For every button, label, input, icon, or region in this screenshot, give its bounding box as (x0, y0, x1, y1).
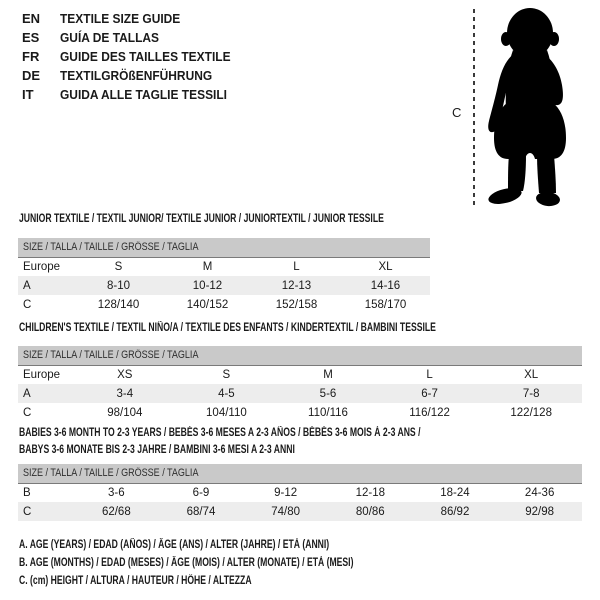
table-cell: XL (524, 368, 539, 381)
table-row (18, 257, 430, 276)
size-header-row (18, 464, 582, 483)
table-cell: 80/86 (355, 505, 385, 518)
row-label-cell: C (23, 406, 32, 419)
size-header-bar: SIZE / TALLA / TAILLE / GRÖSSE / TAGLIA (18, 238, 430, 257)
language-code: DE (22, 68, 41, 83)
table-row (18, 276, 430, 295)
babies-size-table (18, 464, 582, 521)
size-header-bar: SIZE / TALLA / TAILLE / GRÖSSE / TAGLIA (18, 346, 582, 365)
language-row-fr (22, 47, 245, 66)
table-cell: 122/128 (510, 406, 552, 419)
table-cell: 14-16 (370, 279, 401, 292)
row-label-cell: C (23, 505, 32, 518)
table-row (18, 365, 582, 384)
height-measure-label: C (452, 105, 462, 120)
table-row (18, 384, 582, 403)
table-cell: 10-12 (192, 279, 223, 292)
children-size-table (18, 346, 582, 422)
row-label-cell: A (23, 279, 31, 292)
table-cell: 86/92 (440, 505, 470, 518)
table-cell: 8-10 (106, 279, 131, 292)
language-code: IT (22, 87, 34, 102)
table-cell: 7-8 (522, 387, 540, 400)
language-label: GUIDE DES TAILLES TEXTILE (60, 49, 231, 64)
language-row-en (22, 9, 245, 28)
table-cell: 104/110 (206, 406, 247, 419)
table-cell: 98/104 (107, 406, 143, 419)
babies-table-title: BABIES 3-6 MONTH TO 2-3 YEARS / BEBÉS 3-6 MESES A 2-3 AÑOS / BÉBÉS 3-6 MOIS À 2-3 ANS / BABYS 3-6 MONATE BIS 2-3 JAHRE / BAMBINI 3-6 MESI A 2-3 ANNI (19, 427, 421, 456)
language-row-es (22, 28, 245, 47)
table-cell: M (323, 368, 333, 381)
table-cell: 110/116 (308, 406, 348, 419)
language-label: TEXTILE SIZE GUIDE (60, 11, 181, 26)
table-cell: 152/158 (275, 298, 318, 311)
table-cell: S (114, 260, 123, 273)
table-cell: 62/68 (101, 505, 131, 518)
table-cell: 158/170 (364, 298, 407, 311)
footnote-b: B. AGE (MONTHS) / EDAD (MESES) / ÂGE (MOIS) / ALTER (MONATE) / ETÀ (MESI) (19, 557, 354, 569)
footnote-a: A. AGE (YEARS) / EDAD (AÑOS) / ÂGE (ANS) / ALTER (JAHRE) / ETÀ (ANNI) (19, 539, 330, 551)
table-cell: 68/74 (186, 505, 216, 518)
table-cell: M (202, 260, 213, 273)
table-row (18, 295, 430, 314)
size-header-row (18, 238, 430, 257)
table-cell: 140/152 (186, 298, 229, 311)
table-cell: 12-18 (355, 486, 385, 499)
row-label-cell: A (23, 387, 31, 400)
table-cell: 3-4 (116, 387, 134, 400)
size-header-bar: SIZE / TALLA / TAILLE / GRÖSSE / TAGLIA (18, 464, 582, 483)
table-cell: 74/80 (271, 505, 301, 518)
table-cell: 6-9 (192, 486, 210, 499)
table-cell: 6-7 (421, 387, 438, 400)
table-cell: S (222, 368, 231, 381)
height-measure-dashed-line (473, 9, 475, 209)
language-label: TEXTILGRÖßENFÜHRUNG (60, 68, 213, 83)
table-row (18, 502, 582, 521)
table-cell: 12-13 (281, 279, 312, 292)
table-cell: 24-36 (524, 486, 555, 499)
table-cell: 3-6 (108, 486, 125, 499)
language-row-it (22, 85, 245, 104)
table-cell: 128/140 (97, 298, 140, 311)
size-header-row (18, 346, 582, 365)
baby-silhouette-icon (480, 5, 592, 212)
row-label-cell: C (23, 298, 32, 311)
table-cell: 116/122 (409, 406, 450, 419)
children-table-title: CHILDREN'S TEXTILE / TEXTIL NIÑO/A / TEXTILE DES ENFANTS / KINDERTEXTIL / BAMBINI TESSILE (19, 322, 436, 334)
junior-size-table (18, 238, 430, 314)
footnotes (19, 536, 465, 590)
footnote-c: C. (cm) HEIGHT / ALTURA / HAUTEUR / HÖHE / ALTEZZA (19, 575, 252, 587)
table-cell: 9-12 (274, 486, 298, 499)
language-code: EN (22, 11, 41, 26)
table-cell: 4-5 (218, 387, 235, 400)
language-label: GUIDA ALLE TAGLIE TESSILI (60, 87, 228, 102)
table-cell: XL (378, 260, 393, 273)
table-cell: L (426, 368, 433, 381)
table-cell: 92/98 (525, 505, 555, 518)
table-cell: XS (117, 368, 133, 381)
language-header (22, 9, 245, 104)
language-row-de (22, 66, 245, 85)
row-label-cell: B (23, 486, 31, 499)
language-code: FR (22, 49, 40, 64)
table-cell: L (293, 260, 300, 273)
table-cell: 5-6 (319, 387, 337, 400)
junior-table-title: JUNIOR TEXTILE / TEXTIL JUNIOR/ TEXTILE JUNIOR / JUNIORTEXTIL / JUNIOR TESSILE (19, 213, 384, 225)
table-row (18, 483, 582, 502)
table-cell: 18-24 (440, 486, 470, 499)
language-label: GUÍA DE TALLAS (60, 30, 160, 45)
table-row (18, 403, 582, 422)
row-label-cell: Europe (23, 260, 61, 273)
row-label-cell: Europe (23, 368, 61, 381)
language-code: ES (22, 30, 40, 45)
